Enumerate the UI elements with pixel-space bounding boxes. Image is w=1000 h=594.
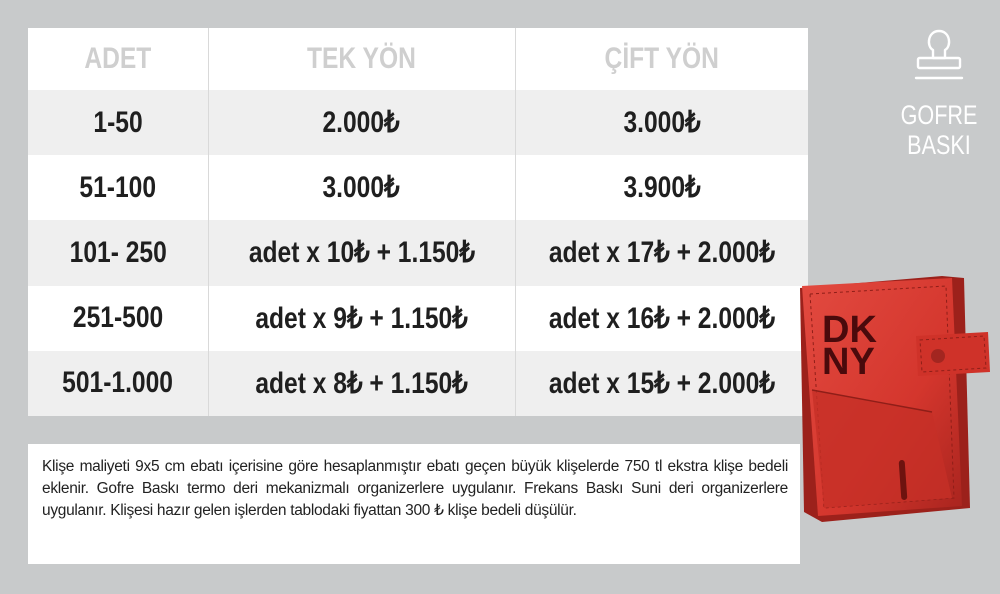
badge-label <box>884 100 994 160</box>
table-row <box>28 220 808 285</box>
cell-adet: 501-1.000 <box>62 366 174 400</box>
price-table <box>28 28 808 416</box>
stamp-icon <box>912 28 966 82</box>
cell-tek-yon: adet x 8₺ + 1.150₺ <box>208 351 515 416</box>
info-note-text: Klişe maliyeti 9x5 cm ebatı içerisine göre hesaplanmıştır ebatı geçen büyük klişelerde 750 tl ekstra klişe bedeli eklenir. Gofre Baskı termo deri mekanizmalı organizerlere uygulanır. Frekans Baskı Suni deri organizerlere uygulanır. Klişesi hazır gelen işlerden tablodaki fiyattan 300 ₺ klişe bedeli düşülür. <box>42 458 788 519</box>
logo-text-line-2: NY <box>822 341 875 383</box>
cell-cift-yon: adet x 17₺ + 2.000₺ <box>515 220 808 285</box>
info-note <box>28 444 800 564</box>
table-row <box>28 155 808 220</box>
cell-tek-yon: adet x 10₺ + 1.150₺ <box>208 220 515 285</box>
cell-cift-yon: adet x 16₺ + 2.000₺ <box>515 286 808 351</box>
cell-adet: 251-500 <box>72 301 163 335</box>
cell-tek-yon: 3.000₺ <box>208 155 515 220</box>
table-row <box>28 286 808 351</box>
header-adet: ADET <box>84 42 152 75</box>
header-cift-yon: ÇİFT YÖN <box>515 28 808 90</box>
cell-cift-yon: adet x 15₺ + 2.000₺ <box>515 351 808 416</box>
logo-text-line-1: DK <box>822 309 877 351</box>
cell-cift-yon: 3.000₺ <box>515 90 808 155</box>
table-row <box>28 90 808 155</box>
badge-line-2: BASKI <box>907 130 971 160</box>
table-row <box>28 351 808 416</box>
header-tek-yon: TEK YÖN <box>208 28 515 90</box>
cell-adet: 101- 250 <box>69 235 167 269</box>
cell-adet: 1-50 <box>93 105 143 139</box>
cell-tek-yon: adet x 9₺ + 1.150₺ <box>208 286 515 351</box>
cell-cift-yon: 3.900₺ <box>515 155 808 220</box>
cell-adet: 51-100 <box>79 170 157 204</box>
badge-line-1: GOFRE <box>900 100 978 130</box>
cell-tek-yon: 2.000₺ <box>208 90 515 155</box>
table-header-row <box>28 28 808 90</box>
organizer-product-image <box>792 272 992 522</box>
